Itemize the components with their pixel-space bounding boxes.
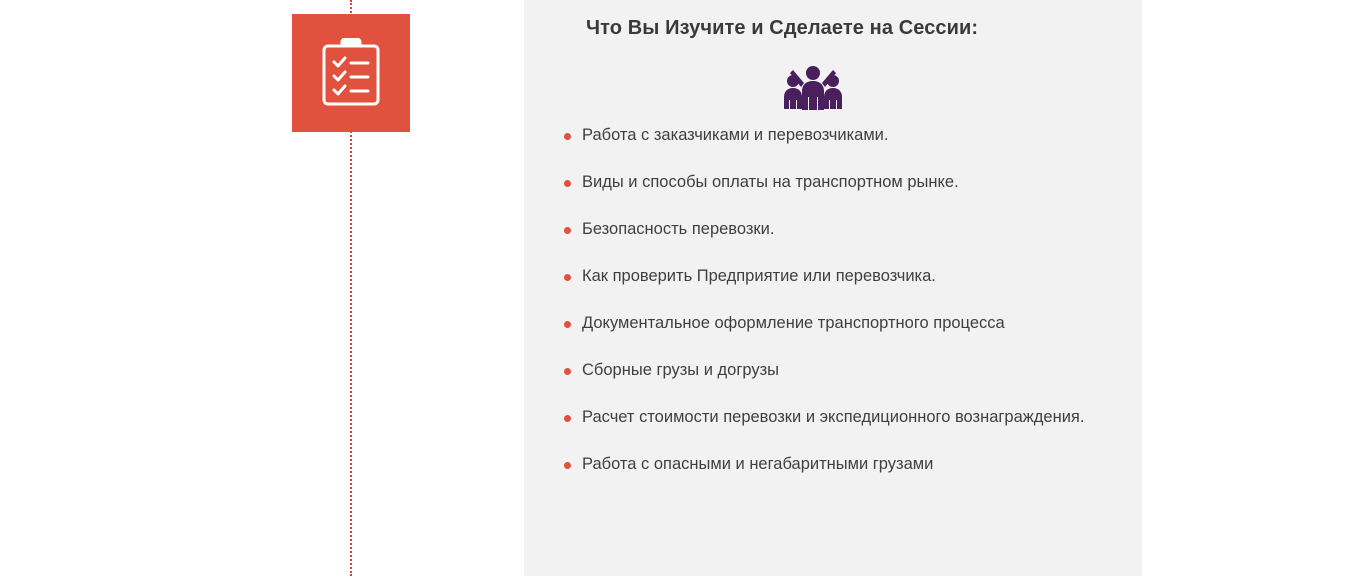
list-item (560, 359, 1096, 382)
list-item-label: Виды и способы оплаты на транспортном рынке. (582, 173, 959, 191)
content-panel (524, 0, 1142, 576)
list-item-label: Безопасность перевозки. (582, 220, 775, 238)
list-item (560, 312, 1096, 335)
bullet-dot-icon (564, 415, 571, 422)
list-item (560, 265, 1096, 288)
list-item-label: Документальное оформление транспортного процесса (582, 314, 1005, 332)
list-item (560, 171, 1096, 194)
list-item-label: Работа с заказчиками и перевозчиками. (582, 126, 889, 144)
list-item-label: Как проверить Предприятие или перевозчика. (582, 267, 936, 285)
list-item (560, 218, 1096, 241)
bullet-dot-icon (564, 180, 571, 187)
bullet-dot-icon (564, 133, 571, 140)
learning-outcomes-list (560, 124, 1096, 476)
bullet-dot-icon (564, 462, 571, 469)
list-item (560, 406, 1096, 429)
bullet-dot-icon (564, 227, 571, 234)
timeline-milestone-tile (292, 14, 410, 132)
list-item-label: Сборные грузы и догрузы (582, 361, 780, 379)
list-item (560, 453, 1096, 476)
list-item (560, 124, 1096, 147)
bullet-dot-icon (564, 368, 571, 375)
bullet-dot-icon (564, 321, 571, 328)
panel-title: Что Вы Изучите и Сделаете на Сессии: (586, 17, 979, 39)
clipboard-checklist-icon (320, 38, 382, 108)
group-of-people-icon (560, 64, 1096, 110)
list-item-label: Работа с опасными и негабаритными грузами (582, 455, 934, 473)
bullet-dot-icon (564, 274, 571, 281)
list-item-label: Расчет стоимости перевозки и экспедиционного вознаграждения. (582, 408, 1085, 426)
